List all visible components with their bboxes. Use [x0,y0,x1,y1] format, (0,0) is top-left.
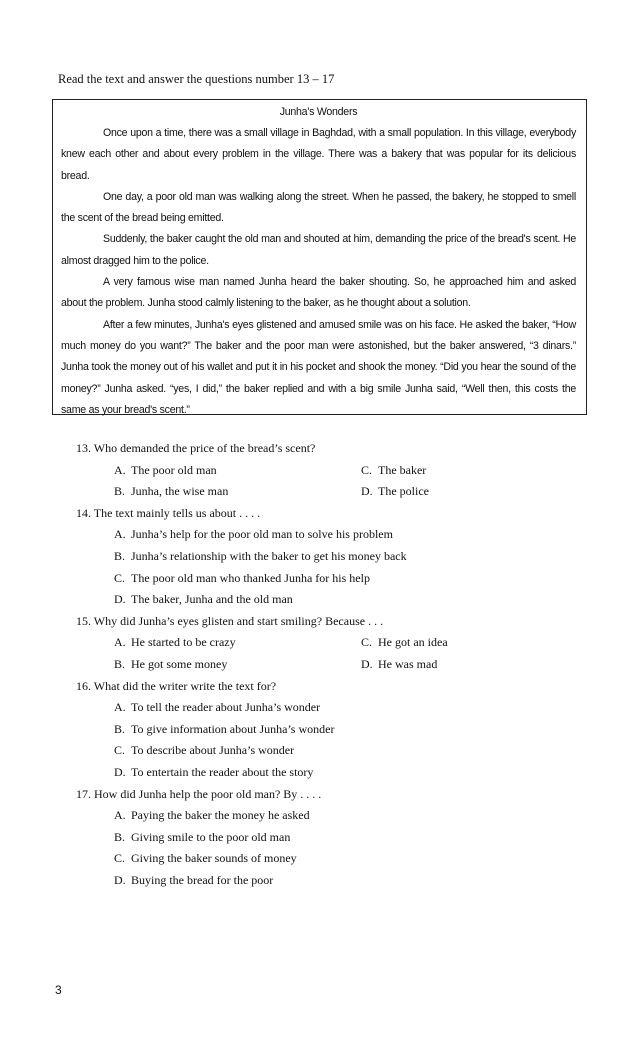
option-letter: B. [114,548,126,563]
answer-option [76,524,393,546]
option-text: He started to be crazy [131,635,236,650]
option-text: Giving the baker sounds of money [131,851,297,866]
option-letter: C. [361,635,373,650]
question-text: The text mainly tells us about . . . . [93,505,261,520]
answer-option [76,805,310,827]
story-paragraph: Suddenly, the baker caught the old man and shouted at him, demanding the price of the bread's scent. He almost dragged him to the police. [61,233,576,267]
option-text: He got some money [131,656,228,671]
question-text: What did the writer write the text for? [93,678,277,693]
answer-option [76,632,361,654]
story-paragraph: One day, a poor old man was walking along the street. When he passed, the bakery, he stopped to smell the scent of the bread being emitted. [61,190,576,225]
option-letter: A. [114,462,126,477]
option-text: To describe about Junha’s wonder [131,743,295,758]
answer-option [361,481,429,503]
answer-option [76,740,294,762]
answer-option [76,589,293,611]
answer-option [76,762,313,784]
option-text: The poor old man [131,462,217,477]
answer-option [76,827,290,849]
option-letter: A. [114,527,126,542]
option-letter: C. [361,462,373,477]
answer-option [76,848,297,870]
option-letter: C. [114,570,126,585]
answer-option [76,481,361,503]
answer-option [361,632,448,654]
question-13 [76,438,596,503]
answer-option [76,568,370,590]
question-number: 13. [76,441,91,455]
option-text: The baker, Junha and the old man [131,592,293,607]
question-14 [76,503,596,611]
option-letter: C. [114,851,126,866]
option-text: Giving smile to the poor old man [131,829,291,844]
question-text: Who demanded the price of the bread’s scent? [93,441,316,455]
question-17 [76,784,596,892]
question-number: 15. [76,613,91,628]
story-box [52,99,587,415]
option-letter: B. [114,484,126,499]
answer-option [76,546,407,568]
option-letter: D. [361,656,373,671]
question-number: 14. [76,505,91,520]
option-letter: D. [114,764,126,779]
option-text: Buying the bread for the poor [131,872,274,887]
answer-option [361,654,437,676]
option-text: The police [378,484,429,499]
instruction-text: Read the text and answer the questions number 13 – 17 [58,72,335,86]
option-text: To give information about Junha’s wonder [131,721,335,736]
answer-option [76,460,361,482]
option-letter: B. [114,829,126,844]
story-title: Junha's Wonders [279,106,358,118]
option-letter: D. [114,872,126,887]
question-number: 16. [76,678,91,693]
question-list [76,438,596,891]
option-letter: B. [114,656,126,671]
story-paragraph: Once upon a time, there was a small village in Baghdad, with a small population. In this village, everybody knew each other and about every problem in the village. There was a bakery that was popular for its delicious bread. [61,127,576,182]
answer-option [76,719,334,741]
question-number: 17. [76,786,91,801]
answer-option [361,460,426,482]
option-text: The baker [378,462,427,477]
option-text: To tell the reader about Junha’s wonder [131,700,321,715]
option-text: The poor old man who thanked Junha for his help [131,570,370,585]
option-text: Paying the baker the money he asked [131,808,310,823]
option-text: Junha, the wise man [131,484,229,499]
option-letter: D. [361,484,373,499]
option-letter: D. [114,592,126,607]
page-number: 3 [55,983,62,997]
story-paragraph: A very famous wise man named Junha heard the baker shouting. So, he approached him and asked about the problem. Junha stood calmly listening to the baker, as he thought about a solution. [61,276,576,310]
question-16 [76,676,596,784]
option-letter: B. [114,721,126,736]
option-letter: A. [114,808,126,823]
option-text: Junha’s relationship with the baker to get his money back [131,548,407,563]
answer-option [76,654,361,676]
option-letter: C. [114,743,126,758]
question-15 [76,611,596,676]
option-text: He was mad [378,656,438,671]
option-letter: A. [114,635,126,650]
answer-option [76,870,273,892]
story-paragraph: After a few minutes, Junha's eyes glistened and amused smile was on his face. He asked the baker, “How much money do you want?” The baker and the poor man were astonished, but the baker answered, “3 dinars.” Junha took the money out of his wallet and put it in his pocket and shook the money. “Did you hear the sound of the money?” Junha asked. “yes, I did,” the baker replied and with a big smile Junha said, “Well then, this costs the same as your bread's scent.” [61,318,576,416]
option-text: He got an idea [378,635,448,650]
question-text: Why did Junha’s eyes glisten and start smiling? Because . . . [93,613,384,628]
option-text: To entertain the reader about the story [131,764,314,779]
option-letter: A. [114,700,126,715]
answer-option [76,697,320,719]
option-text: Junha’s help for the poor old man to solve his problem [131,527,393,542]
question-text: How did Junha help the poor old man? By . . . . [94,786,322,801]
